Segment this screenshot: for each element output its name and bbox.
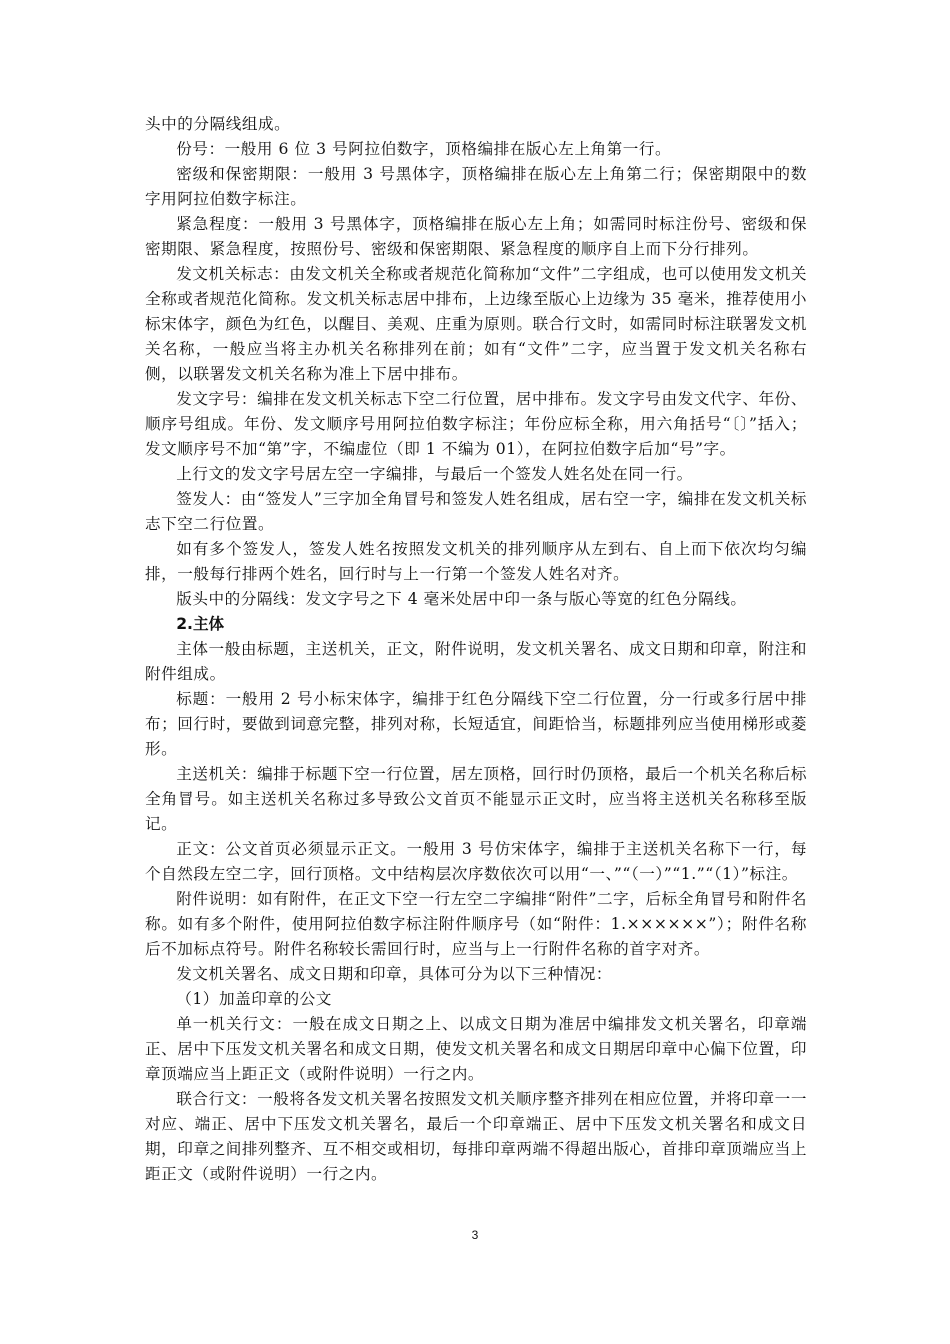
paragraph-urgency: 紧急程度：一般用 3 号黑体字，顶格编排在版心左上角；如需同时标注份号、密级和保密期限、紧急程度，按照份号、密级和保密期限、紧急程度的顺序自上而下分行排列。 — [145, 215, 807, 258]
page-number: 3 — [471, 1228, 479, 1242]
paragraph-title: 标题：一般用 2 号小标宋体字，编排于红色分隔线下空二行位置，分一行或多行居中排布；回行时，要做到词意完整，排列对称，长短适宜，间距恰当，标题排列应当使用梯形或菱形。 — [145, 690, 807, 758]
paragraph-continuation: 头中的分隔线组成。 — [145, 115, 291, 133]
paragraph-header-separator: 版头中的分隔线：发文字号之下 4 毫米处居中印一条与版心等宽的红色分隔线。 — [176, 590, 747, 608]
document-page — [145, 112, 807, 1187]
paragraph-copy-number: 份号：一般用 6 位 3 号阿拉伯数字，顶格编排在版心左上角第一行。 — [176, 140, 672, 158]
paragraph-single-authority: 单一机关行文：一般在成文日期之上、以成文日期为准居中编排发文机关署名，印章端正、居中下压发文机关署名和成文日期，使发文机关署名和成文日期居印章中心偏下位置，印章顶端应当上距正文（或附件说明）一行之内。 — [145, 1015, 807, 1083]
paragraph-multiple-signers: 如有多个签发人，签发人姓名按照发文机关的排列顺序从左到右、自上而下依次均匀编排，一般每行排两个姓名，回行时与上一行第一个签发人姓名对齐。 — [145, 540, 807, 583]
paragraph-issuing-authority-mark: 发文机关标志：由发文机关全称或者规范化简称加“文件”二字组成，也可以使用发文机关全称或者规范化简称。发文机关标志居中排布，上边缘至版心上边缘为 35 毫米，推荐使用小标宋体字，颜色为红色，以醒目、美观、庄重为原则。联合行文时，如需同时标注联署发文机关名称，一般应当将主办机关名称排列在前；如有“文件”二字，应当置于发文机关名称右侧，以联署发文机关名称为准上下居中排布。 — [145, 265, 807, 383]
paragraph-security-level: 密级和保密期限：一般用 3 号黑体字，顶格编排在版心左上角第二行；保密期限中的数字用阿拉伯数字标注。 — [145, 165, 807, 208]
paragraph-signature-seal: 发文机关署名、成文日期和印章，具体可分为以下三种情况： — [176, 965, 613, 983]
paragraph-upward-document-number: 上行文的发文字号居左空一字编排，与最后一个签发人姓名处在同一行。 — [176, 465, 693, 483]
paragraph-joint-authority: 联合行文：一般将各发文机关署名按照发文机关顺序整齐排列在相应位置，并将印章一一对应、端正、居中下压发文机关署名，最后一个印章端正、居中下压发文机关署名和成文日期，印章之间排列整齐、互不相交或相切，每排印章两端不得超出版心，首排印章顶端应当上距正文（或附件说明）一行之内。 — [145, 1090, 807, 1183]
paragraph-attachment-note: 附件说明：如有附件，在正文下空一行左空二字编排“附件”二字，后标全角冒号和附件名称。如有多个附件，使用阿拉伯数字标注附件顺序号（如“附件：1.××××××”）；附件名称后不加标点符号。附件名称较长需回行时，应当与上一行附件名称的首字对齐。 — [145, 890, 807, 958]
paragraph-signer: 签发人：由“签发人”三字加全角冒号和签发人姓名组成，居右空一字，编排在发文机关标志下空二行位置。 — [145, 490, 807, 533]
section-heading: 2.主体 — [176, 615, 225, 633]
paragraph-main-recipient: 主送机关：编排于标题下空一行位置，居左顶格，回行时仍顶格，最后一个机关名称后标全角冒号。如主送机关名称过多导致公文首页不能显示正文时，应当将主送机关名称移至版记。 — [145, 765, 807, 833]
paragraph-document-number: 发文字号：编排在发文机关标志下空二行位置，居中排布。发文字号由发文代字、年份、顺序号组成。年份、发文顺序号用阿拉伯数字标注；年份应标全称，用六角括号“〔〕”括入；发文顺序号不加“第”字，不编虚位（即 1 不编为 01），在阿拉伯数字后加“号”字。 — [145, 390, 807, 458]
paragraph-body-composition: 主体一般由标题，主送机关，正文，附件说明，发文机关署名、成文日期和印章，附注和附件组成。 — [145, 640, 807, 683]
paragraph-sealed-document: （1）加盖印章的公文 — [176, 990, 332, 1008]
paragraph-main-text: 正文：公文首页必须显示正文。一般用 3 号仿宋体字，编排于主送机关名称下一行，每个自然段左空二字，回行顶格。文中结构层次序数依次可以用“一、”“（一）”“1.”“（1）”标注。 — [145, 840, 807, 883]
